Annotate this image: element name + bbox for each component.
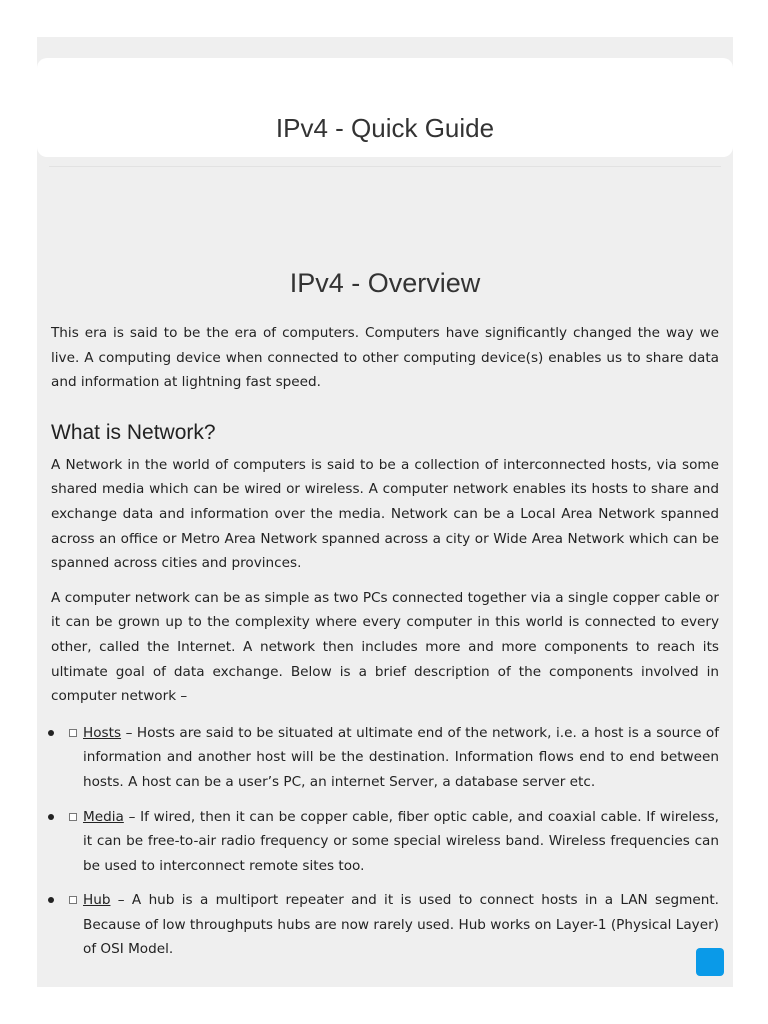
desc-hub: – A hub is a multiport repeater and it is used to connect hosts in a LAN segment. Because of low throughputs hubs are now rarely used. Hub works on Layer-1 (Physical Layer) of OSI Model. <box>83 892 719 958</box>
scroll-to-top-button[interactable] <box>696 948 724 976</box>
list-item-hub <box>51 888 719 962</box>
checkbox-square-icon <box>69 896 77 904</box>
term-hub: Hub <box>83 892 111 909</box>
checkbox-square-icon <box>69 813 77 821</box>
page-title: IPv4 - Quick Guide <box>275 113 495 143</box>
intro-paragraph: This era is said to be the era of computers. Computers have significantly changed the way we live. A computing device when connected to other computing device(s) enables us to share data and information at lightning fast speed. <box>51 325 719 391</box>
checkbox-square-icon <box>69 729 77 737</box>
bullet-icon <box>48 814 54 820</box>
overview-heading: IPv4 - Overview <box>289 268 481 298</box>
network-paragraph-1: A Network in the world of computers is said to be a collection of interconnected hosts, via some shared media which can be wired or wireless. A computer network enables its hosts to share and exchange data and information over the media. Network can be a Local Area Network spanned across an office or Metro Area Network spanned across a city or Wide Area Network which can be spanned across cities and provinces. <box>51 456 719 572</box>
bullet-icon <box>48 730 54 736</box>
document-page <box>37 37 733 987</box>
article-content <box>51 263 719 972</box>
title-divider <box>49 166 721 167</box>
title-card <box>37 58 733 157</box>
term-hosts: Hosts <box>83 724 122 741</box>
component-list <box>51 721 719 962</box>
network-paragraph-2: A computer network can be as simple as two PCs connected together via a single copper cable or it can be grown up to the complexity where every computer in this world is connected to every other, called the Internet. A network then includes more and more components to reach its ultimate goal of data exchange. Below is a brief description of the components involved in computer network – <box>51 589 719 705</box>
desc-hosts: – Hosts are said to be situated at ultimate end of the network, i.e. a host is a source of information and another host will be the destination. Information flows end to end between hosts. A host can be a user’s PC, an internet Server, a database server etc. <box>83 724 719 790</box>
desc-media: – If wired, then it can be copper cable, fiber optic cable, and coaxial cable. If wireless, it can be free-to-air radio frequency or some special wireless band. Wireless frequencies can be used to interconnect remote sites too. <box>83 808 719 874</box>
term-media: Media <box>83 808 124 825</box>
bullet-icon <box>48 897 54 903</box>
list-item-hosts <box>51 721 719 795</box>
network-heading: What is Network? <box>51 420 216 444</box>
list-item-media <box>51 805 719 879</box>
